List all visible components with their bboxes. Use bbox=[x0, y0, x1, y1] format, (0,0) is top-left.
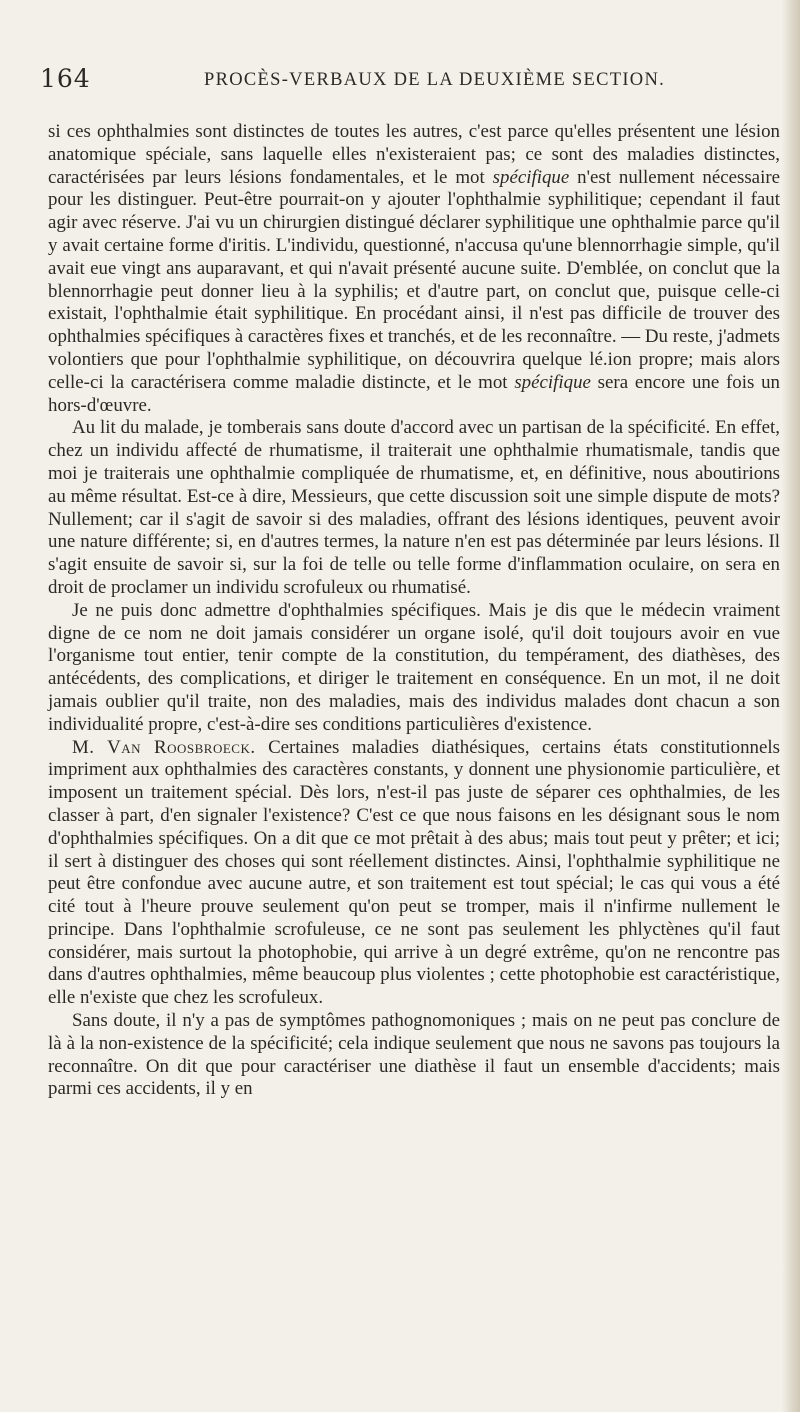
paragraph-4-text: Certaines maladies diathésiques, certains états constitutionnels impriment aux ophthalmies des caractères constants, y donnent une physionomie particulière, et imposent un traitement spécial. Dès lors, n'est-il pas juste de séparer ces ophthalmies, de les classer à part, d'en signaler l'existence? C'est ce que nous faisons en les désignant sous le nom d'ophthalmies spécifiques. On a dit que ce mot prêtait à des abus; mais tout peut y prêter; et ici; il sert à distinguer des choses qui sont réellement distinctes. Ainsi, l'ophthalmie syphilitique ne peut être confondue avec aucune autre, et son traitement est tout spécial; le cas qui vous a été cité tout à l'heure prouve seulement qu'on peut se tromper, mais il n'infirme nullement le principe. Dans l'ophthalmie scrofuleuse, ce ne sont pas seulement les phlyctènes qu'il faut considérer, mais surtout la photophobie, qui arrive à un degré extrême, qu'on ne rencontre pas dans d'autres ophthalmies, même beaucoup plus violentes ; cette photophobie est caractéristique, elle n'existe que chez les scrofuleux. bbox=[48, 736, 780, 1009]
emphasis-specifique-2: spécifique bbox=[514, 371, 591, 393]
speaker-name: M. Van Roosbroeck. bbox=[72, 736, 256, 758]
page-number: 164 bbox=[40, 64, 91, 93]
page-edge-shadow bbox=[782, 0, 800, 1412]
paragraph-1-part-3: sera encore une fois un hors-d'œuvre. bbox=[48, 371, 780, 416]
paragraph-1-part-1: si ces ophthalmies sont distinctes de toutes les autres, c'est parce qu'elles présentent une lésion anatomique spéciale, sans laquelle elles n'existeraient pas; ce sont des maladies distinctes, caractérisées par leurs lésions fondamentales, et le mot bbox=[48, 121, 780, 188]
paragraph-4 bbox=[48, 737, 780, 1011]
paragraph-2: Au lit du malade, je tomberais sans doute d'accord avec un partisan de la spécificité. En effet, chez un individu affecté de rhumatisme, il traiterait une ophthalmie rhumatismale, tandis que moi je traiterais une ophthalmie compliquée de rhumatisme, et, en définitive, nous aboutirions au même résultat. Est-ce à dire, Messieurs, que cette discussion soit une simple dispute de mots? Nullement; car il s'agit de savoir si des maladies, offrant des lésions identiques, peuvent avoir une nature différente; si, en d'autres termes, la nature n'en est pas déterminée par leurs lésions. Il s'agit ensuite de savoir si, sur la foi de telle ou telle forme d'inflammation oculaire, on sera en droit de proclamer un individu scrofuleux ou rhumatisé. bbox=[48, 417, 780, 598]
paragraph-5: Sans doute, il n'y a pas de symptômes pathognomoniques ; mais on ne peut pas conclure de là à la non-existence de la spécificité; cela indique seulement que nous ne savons pas toujours la reconnaître. On dit que pour caractériser une diathèse il faut un ensemble d'accidents; mais parmi ces accidents, il y en bbox=[48, 1010, 780, 1100]
paragraph-1 bbox=[48, 121, 780, 417]
paragraph-3: Je ne puis donc admettre d'ophthalmies spécifiques. Mais je dis que le médecin vraiment digne de ce nom ne doit jamais considérer un organe isolé, qu'il doit toujours avoir en vue l'organisme tout entier, tenir compte de la constitution, du tempérament, des diathèses, des antécédents, des complications, et diriger le traitement en conséquence. En un mot, il ne doit jamais oublier qu'il traite, non des maladies, mais des individus malades dont chacun a son individualité propre, c'est-à-dire ses conditions particulières d'existence. bbox=[48, 599, 780, 735]
page-header bbox=[40, 64, 780, 104]
paragraph-1-part-2: n'est nullement nécessaire pour les distinguer. Peut-être pourrait-on y ajouter l'ophthalmie syphilitique; cependant il faut agir avec réserve. J'ai vu un chirurgien distingué déclarer syphilitique une ophthalmie parce qu'il y avait certaine forme d'iritis. L'individu, questionné, n'accusa qu'une blennorrhagie simple, qu'il avait eue vingt ans auparavant, et qui n'avait présenté aucune suite. D'emblée, on conclut que la blennorrhagie peut donner lieu à la syphilis; et d'autre part, on conclut que, puisque celle-ci existait, l'ophthalmie était syphilitique. En procédant ainsi, il n'est pas difficile de trouver des ophthalmies spécifiques à caractères fixes et tranchés, et de les reconnaître. — Du reste, j'admets volontiers que pour l'ophthalmie syphilitique, on découvrira quelque lé.ion propre; mais alors celle-ci la caractérisera comme maladie distincte, et le mot bbox=[48, 166, 780, 393]
body-text bbox=[48, 121, 780, 1101]
emphasis-specifique-1: spécifique bbox=[492, 166, 570, 188]
running-head: PROCÈS-VERBAUX DE LA DEUXIÈME SECTION. bbox=[204, 70, 666, 90]
